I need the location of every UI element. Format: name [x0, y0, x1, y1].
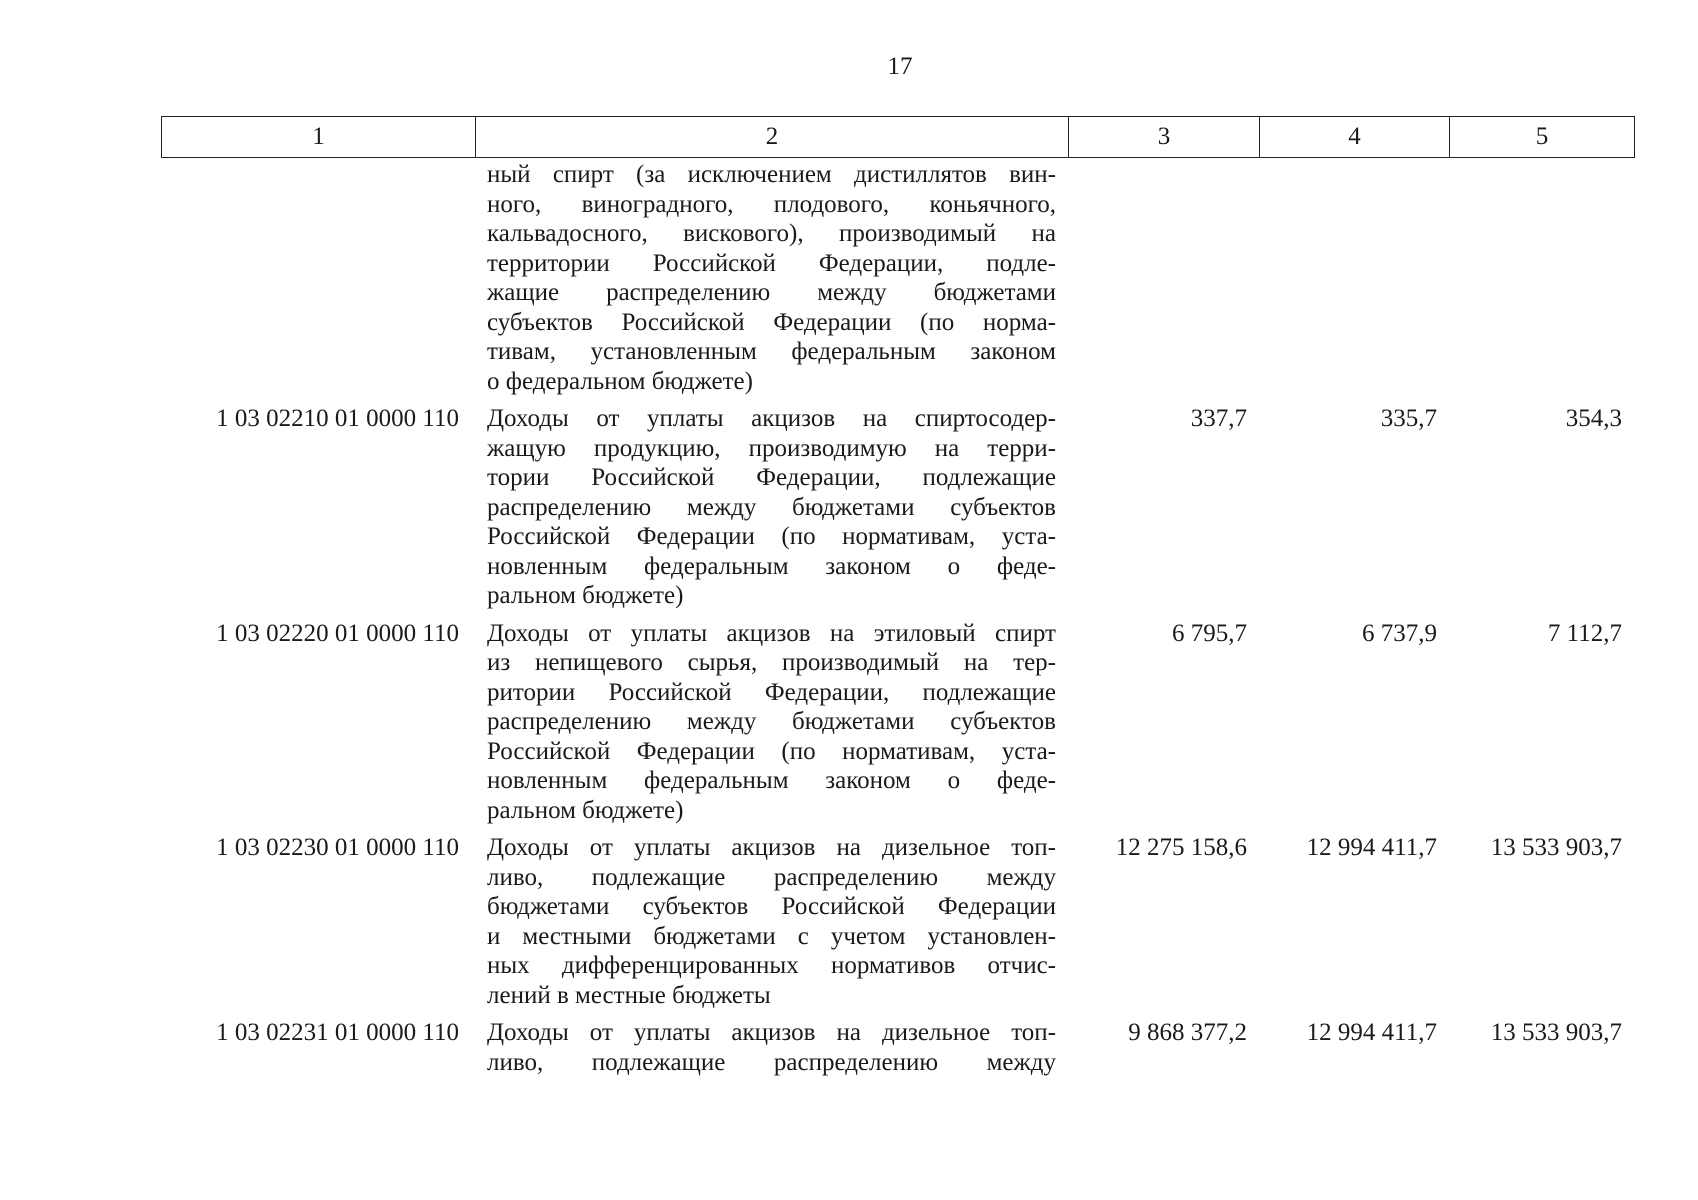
- table-row: [161, 833, 1634, 1010]
- amount-year-3: [1449, 160, 1634, 396]
- column-header-row: [162, 117, 1635, 158]
- column-header-table: [161, 116, 1635, 158]
- description-line: Доходы от уплаты акцизов на дизельное топ-: [487, 834, 1056, 861]
- description-line: лений в местные бюджеты: [487, 981, 771, 1009]
- income-description: [475, 160, 1068, 396]
- description-line: Доходы от уплаты акцизов на дизельное топ-: [487, 1019, 1056, 1046]
- description-line: жащую продукцию, производимую на терри-: [487, 434, 1056, 462]
- amount-year-2: 6 737,9: [1362, 619, 1437, 647]
- table-row: [161, 160, 1634, 396]
- page-number: 17: [887, 53, 913, 80]
- description-line: ральном бюджете): [487, 582, 684, 609]
- amount-year-3: 354,3: [1565, 405, 1622, 432]
- amount-year-2: 335,7: [1380, 405, 1437, 432]
- amount-year-2: [1259, 160, 1449, 396]
- amount-year-1: 9 868 377,2: [1128, 1019, 1247, 1046]
- description-line: ного, виноградного, плодового, коньячного,: [487, 190, 1056, 218]
- description-line: новленным федеральным законом о феде-: [487, 767, 1056, 794]
- budget-classification-code: 1 03 02220 01 0000 110: [216, 619, 459, 647]
- column-header-5: 5: [1450, 117, 1635, 158]
- description-line: территории Российской Федерации, подле-: [487, 249, 1056, 277]
- description-line: и местными бюджетами с учетом установлен-: [487, 922, 1056, 950]
- amount-year-3: 7 112,7: [1547, 619, 1622, 647]
- amount-year-1: 337,7: [1190, 405, 1247, 432]
- description-line: кальвадосного, вискового), производимый на: [487, 220, 1056, 247]
- column-header-3: 3: [1069, 117, 1260, 158]
- description-line: тории Российской Федерации, подлежащие: [487, 464, 1056, 491]
- description-line: Доходы от уплаты акцизов на спиртосодер-: [487, 405, 1056, 432]
- description-line: о федеральном бюджете): [487, 367, 753, 395]
- income-description: [475, 833, 1068, 1010]
- amount-year-3: 13 533 903,7: [1490, 1019, 1622, 1046]
- description-line: тивам, установленным федеральным законом: [487, 338, 1056, 365]
- description-line: бюджетами субъектов Российской Федерации: [487, 893, 1056, 920]
- column-header-2: 2: [476, 117, 1069, 158]
- column-header-4: 4: [1260, 117, 1450, 158]
- description-line: ритории Российской Федерации, подлежащие: [487, 678, 1056, 706]
- description-line: ливо, подлежащие распределению между: [487, 1048, 1056, 1076]
- table-row: [161, 404, 1634, 611]
- description-line: ных дифференцированных нормативов отчис-: [487, 952, 1056, 979]
- column-header-1: 1: [162, 117, 476, 158]
- budget-classification-code: 1 03 02210 01 0000 110: [216, 405, 459, 432]
- description-line: новленным федеральным законом о феде-: [487, 552, 1056, 580]
- amount-year-3: 13 533 903,7: [1490, 834, 1622, 861]
- amount-year-1: 12 275 158,6: [1115, 834, 1247, 861]
- budget-classification-code: 1 03 02230 01 0000 110: [216, 834, 459, 861]
- amount-year-2: 12 994 411,7: [1306, 1019, 1437, 1046]
- description-line: Российской Федерации (по нормативам, уста-: [487, 737, 1056, 765]
- income-description: [475, 1018, 1068, 1077]
- amount-year-2: 12 994 411,7: [1306, 834, 1437, 861]
- table-body: [161, 160, 1634, 1077]
- description-line: субъектов Российской Федерации (по норма-: [487, 308, 1056, 336]
- description-line: Российской Федерации (по нормативам, уста-: [487, 523, 1056, 550]
- budget-classification-code: [161, 160, 475, 396]
- table-row: [161, 1018, 1634, 1077]
- income-description: [475, 404, 1068, 611]
- description-line: ральном бюджете): [487, 796, 684, 824]
- description-line: из непищевого сырья, производимый на тер-: [487, 649, 1056, 676]
- budget-classification-code: 1 03 02231 01 0000 110: [216, 1019, 459, 1046]
- description-line: жащие распределению между бюджетами: [487, 279, 1056, 306]
- table-row: [161, 619, 1634, 826]
- amount-year-1: [1068, 160, 1259, 396]
- description-line: ливо, подлежащие распределению между: [487, 863, 1056, 891]
- description-line: распределению между бюджетами субъектов: [487, 493, 1056, 521]
- description-line: Доходы от уплаты акцизов на этиловый спирт: [487, 619, 1056, 647]
- description-line: распределению между бюджетами субъектов: [487, 708, 1056, 735]
- description-line: ный спирт (за исключением дистиллятов вин-: [487, 161, 1056, 188]
- amount-year-1: 6 795,7: [1172, 619, 1247, 647]
- income-description: [475, 619, 1068, 826]
